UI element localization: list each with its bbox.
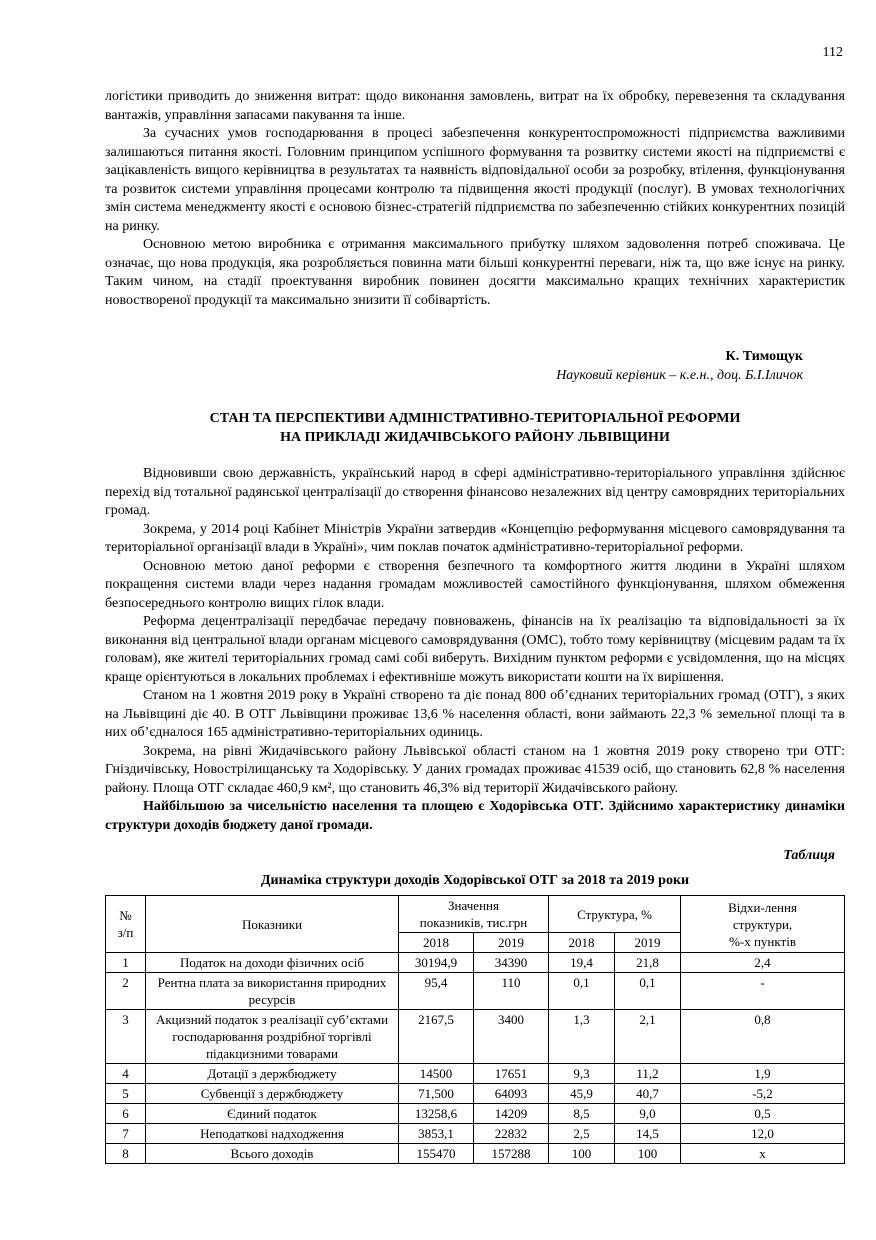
- cell-value-2019: 110: [474, 973, 549, 1010]
- table-header-row-1: [106, 896, 845, 933]
- cell-value-2018: 3853,1: [399, 1124, 474, 1144]
- header-deviation: [681, 896, 845, 953]
- header-structure-group: Структура, %: [549, 896, 681, 933]
- header-year-structure-2018: 2018: [549, 933, 615, 953]
- cell-structure-2018: 8,5: [549, 1104, 615, 1124]
- cell-value-2019: 34390: [474, 953, 549, 973]
- cell-structure-2018: 1,3: [549, 1010, 615, 1064]
- header-num: [106, 896, 146, 953]
- header-deviation-line2: структури,: [732, 916, 793, 932]
- cell-structure-2019: 2,1: [615, 1010, 681, 1064]
- cell-indicator: Всього доходів: [146, 1144, 399, 1164]
- cell-deviation: 2,4: [681, 953, 845, 973]
- cell-value-2019: 17651: [474, 1064, 549, 1084]
- header-year-values-2018: 2018: [399, 933, 474, 953]
- table-row: [106, 1064, 845, 1084]
- cell-deviation: 1,9: [681, 1064, 845, 1084]
- header-year-values-2019: 2019: [474, 933, 549, 953]
- cell-deviation: 12,0: [681, 1124, 845, 1144]
- cell-num: 1: [106, 953, 146, 973]
- supervisor-line: Науковий керівник – к.е.н., доц. Б.І.Іличок: [556, 367, 803, 383]
- paragraph-statehood: Відновивши свою державність, український народ в сфері адміністративно-територіального управління здійснює перехід від тотальної радянської централізації до створення фінансово незалежних від центру самоврядних територіальних громад.: [105, 466, 845, 518]
- cell-indicator: Дотації з держбюджету: [146, 1064, 399, 1084]
- cell-indicator: Рентна плата за використання природних ресурсів: [146, 973, 399, 1010]
- cell-value-2018: 95,4: [399, 973, 474, 1010]
- header-num-line2: з/п: [117, 925, 134, 940]
- cell-structure-2018: 19,4: [549, 953, 615, 973]
- cell-structure-2019: 40,7: [615, 1084, 681, 1104]
- table-title: Динаміка структури доходів Ходорівської ОТГ за 2018 та 2019 роки: [260, 872, 690, 888]
- cell-deviation: -5,2: [681, 1084, 845, 1104]
- cell-num: 7: [106, 1124, 146, 1144]
- cell-structure-2019: 14,5: [615, 1124, 681, 1144]
- cell-structure-2019: 0,1: [615, 973, 681, 1010]
- article-title: [105, 409, 845, 447]
- paragraph-otg-district: Зокрема, на рівні Жидачівського району Львівської області станом на 1 жовтня 2019 року створено три ОТГ: Гніздичівську, Новострілищанську та Ходорівську. У даних громадах проживає 41539 осіб, що становить 62,8 % населення району. Площа ОТГ складає 460,9 км², що становить 46,3% від території Жидачівського району.: [105, 743, 845, 796]
- cell-num: 2: [106, 973, 146, 1010]
- table-row: [106, 1144, 845, 1164]
- cell-value-2018: 155470: [399, 1144, 474, 1164]
- article-title-line2: НА ПРИКЛАДІ ЖИДАЧІВСЬКОГО РАЙОНУ ЛЬВІВЩИНИ: [280, 430, 670, 445]
- header-indicators: Показники: [146, 896, 399, 953]
- cell-value-2019: 157288: [474, 1144, 549, 1164]
- cell-value-2019: 64093: [474, 1084, 549, 1104]
- cell-deviation: 0,8: [681, 1010, 845, 1064]
- paragraph-khodoriv-otg: Найбільшою за чисельністю населення та площею є Ходорівська ОТГ. Здійснимо характеристику динаміки структури доходів бюджету даної громади.: [105, 799, 845, 833]
- header-deviation-line3: %-х пунктів: [729, 933, 796, 949]
- table-row: [106, 1124, 845, 1144]
- cell-value-2018: 13258,6: [399, 1104, 474, 1124]
- cell-structure-2018: 2,5: [549, 1124, 615, 1144]
- header-values-group: [399, 896, 549, 933]
- cell-value-2018: 30194,9: [399, 953, 474, 973]
- table-row: [106, 1104, 845, 1124]
- cell-structure-2019: 21,8: [615, 953, 681, 973]
- header-num-line1: №: [119, 908, 132, 923]
- cell-deviation: x: [681, 1144, 845, 1164]
- cell-indicator: Субвенції з держбюджету: [146, 1084, 399, 1104]
- cell-value-2019: 14209: [474, 1104, 549, 1124]
- header-values-line2: показників, тис.грн: [419, 915, 528, 930]
- cell-structure-2018: 45,9: [549, 1084, 615, 1104]
- cell-indicator: Податок на доходи фізичних осіб: [146, 953, 399, 973]
- cell-deviation: 0,5: [681, 1104, 845, 1124]
- paragraph-reform-goal: Основною метою даної реформи є створення безпечного та комфортного життя людини в Україні шляхом покращення системи влади через надання громадам можливостей самостійного функціонування, шляхом обмеження безпосереднього контролю вищих гілок влади.: [105, 558, 845, 611]
- cell-deviation: -: [681, 973, 845, 1010]
- cell-structure-2019: 9,0: [615, 1104, 681, 1124]
- income-structure-table: [105, 895, 845, 1164]
- paragraph-quality: За сучасних умов господарювання в процесі забезпечення конкурентоспроможності підприємства важливими залишаються питання якості. Головним принципом успішного формування та розвитку системи якості на підприємстві є зацікавленість вищого керівництва в результатах та наявність відповідальної особи за розробку, втілення, функціонування та розвиток системи управління процесами контролю та підвищення якості продукції (послуг). В умовах технологічних змін система менеджменту якості є основою бізнес-стратегій підприємства по забезпеченню стійких конкурентних позицій на ринку.: [105, 126, 845, 234]
- author-name: К. Тимощук: [725, 349, 803, 364]
- table-row: [106, 1010, 845, 1064]
- cell-structure-2019: 11,2: [615, 1064, 681, 1084]
- cell-structure-2019: 100: [615, 1144, 681, 1164]
- cell-num: 3: [106, 1010, 146, 1064]
- cell-structure-2018: 100: [549, 1144, 615, 1164]
- cell-num: 4: [106, 1064, 146, 1084]
- cell-value-2019: 22832: [474, 1124, 549, 1144]
- header-values-line1: Значення: [448, 898, 499, 913]
- cell-num: 8: [106, 1144, 146, 1164]
- header-year-structure-2019: 2019: [615, 933, 681, 953]
- article-title-line1: СТАН ТА ПЕРСПЕКТИВИ АДМІНІСТРАТИВНО-ТЕРИТОРІАЛЬНОЇ РЕФОРМИ: [209, 411, 741, 426]
- paragraph-logistics: логістики приводить до зниження витрат: щодо виконання замовлень, витрат на їх обробку, перевезення та складування вантажів, управління запасами пакування та інше.: [105, 89, 845, 123]
- paragraph-producer-goal: Основною метою виробника є отримання максимального прибутку шляхом задоволення потреб споживача. Це означає, що нова продукція, яка розробляється повинна мати більші конкурентні переваги, ніж та, що вже існує на ринку. Таким чином, на стадії проектування виробник повинен досягти максимально кращих технічних характеристик новоствореної продукції та максимально знизити її собівартість.: [105, 237, 845, 308]
- cell-indicator: Єдиний податок: [146, 1104, 399, 1124]
- cell-structure-2018: 0,1: [549, 973, 615, 1010]
- table-row: [106, 1084, 845, 1104]
- cell-value-2018: 71,500: [399, 1084, 474, 1104]
- table-row: [106, 973, 845, 1010]
- cell-value-2018: 14500: [399, 1064, 474, 1084]
- cell-value-2019: 3400: [474, 1010, 549, 1064]
- table-label: Таблиця: [783, 848, 835, 863]
- cell-num: 6: [106, 1104, 146, 1124]
- cell-structure-2018: 9,3: [549, 1064, 615, 1084]
- header-deviation-line1: Відхи-лення: [728, 899, 797, 915]
- cell-num: 5: [106, 1084, 146, 1104]
- paragraph-decentralization: Реформа децентралізації передбачає передачу повноважень, фінансів на їх реалізацію та відповідальності за їх виконання від центральної влади органам місцевого самоврядування (ОМС), тобто тому керівництву (місцевим радам та їх головам), яке жителі територіальних громад самі собі виберуть. Вихідним пунктом реформи є усвідомлення, що на місцях краще орієнтуються в локальних проблемах і ефективніше можуть використати кошти на їх вирішення.: [105, 614, 845, 685]
- paragraph-concept-2014: Зокрема, у 2014 році Кабінет Міністрів України затвердив «Концепцію реформування місцевого самоврядування та територіальної організації влади в Україні», чим поклав початок адміністративно-територіальної реформи.: [105, 521, 845, 555]
- page-number: 112: [822, 45, 843, 60]
- cell-indicator: Неподаткові надходження: [146, 1124, 399, 1144]
- paragraph-otg-ukraine: Станом на 1 жовтня 2019 року в Україні створено та діє понад 800 об’єднаних територіальних громад (ОТГ), з яких на Львівщині діє 40. В ОТГ Львівщини проживає 13,6 % населення області, вони займають 22,3 % земельної площі та в них об’єдналося 165 адміністративно-територіальних одиниць.: [105, 688, 845, 740]
- table-row: [106, 953, 845, 973]
- cell-indicator: Акцизний податок з реалізації суб’єктами господарювання роздрібної торгівлі підакцизними товарами: [146, 1010, 399, 1064]
- cell-value-2018: 2167,5: [399, 1010, 474, 1064]
